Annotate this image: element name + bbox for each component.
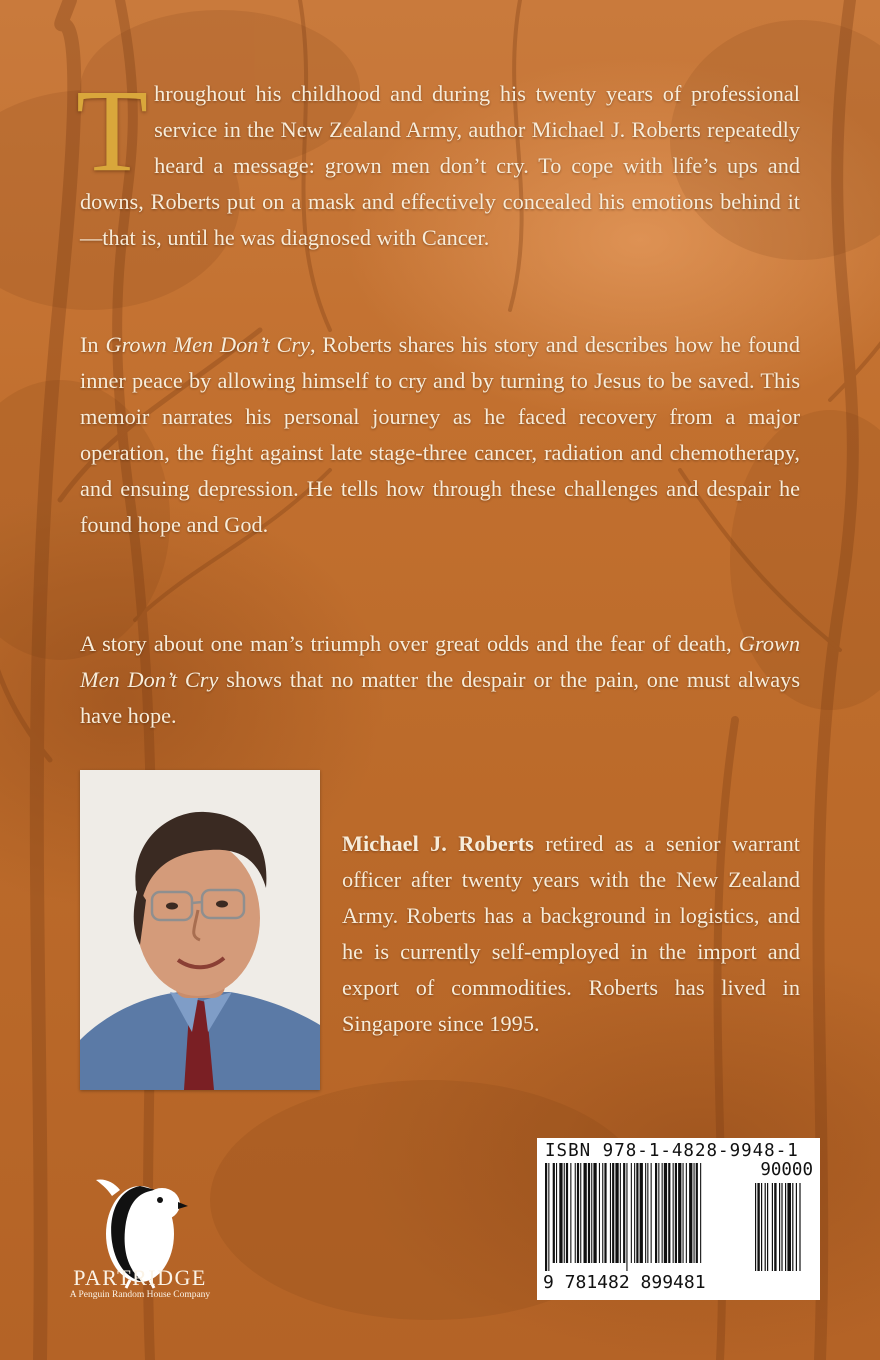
summary-text: , Roberts shares his story and describes how he found inner peace by allowing himself to cry and by turning to Jesus to be saved. This memoir narrates his personal journey as he faced recovery from a major operation, the fight against late stage-three cancer, radiation and chemotherapy, and ensuing depression. He tells how through these challenges and despair he found hope and God.: [80, 332, 800, 537]
barcode-bar: [593, 1163, 596, 1263]
barcode-bar: [599, 1163, 600, 1263]
barcode-addon-bar: [785, 1183, 786, 1271]
barcode-addon-bar: [767, 1183, 768, 1271]
barcode-bar: [620, 1163, 621, 1263]
barcode-bar: [651, 1163, 652, 1263]
barcode-addon-bar: [779, 1183, 780, 1271]
barcode-bar: [588, 1163, 590, 1263]
barcode-bar: [564, 1163, 565, 1263]
barcode-bar: [689, 1163, 692, 1263]
barcode-bar: [584, 1163, 587, 1263]
price-code: 90000: [760, 1160, 813, 1180]
barcode-bar: [545, 1163, 547, 1271]
barcode-bar: [548, 1163, 549, 1271]
barcode-bar: [577, 1163, 579, 1263]
barcode-bar: [559, 1163, 562, 1263]
drop-cap: T: [76, 65, 149, 196]
barcode-bar: [634, 1163, 635, 1263]
author-name: Michael J. Roberts: [342, 831, 534, 856]
ean-digits: 9 781482 899481: [543, 1272, 706, 1293]
publisher-name: PARTRIDGE: [73, 1265, 207, 1290]
barcode-bar: [626, 1163, 627, 1271]
closing-text: shows that no matter the despair or the pain, one must always have hope.: [80, 667, 800, 728]
barcode-addon-bar: [761, 1183, 762, 1271]
barcode-bar: [696, 1163, 698, 1263]
summary-lead: In: [80, 332, 106, 357]
barcode-addon-bar: [757, 1183, 759, 1271]
barcode-bar: [683, 1163, 684, 1263]
author-photo: [80, 770, 320, 1090]
barcode-bar: [640, 1163, 643, 1263]
barcode-bar: [615, 1163, 618, 1263]
barcode-bar: [636, 1163, 638, 1263]
barcode-bar: [673, 1163, 674, 1263]
closing-paragraph: [80, 626, 800, 734]
barcode-bar: [623, 1163, 625, 1263]
book-title-italic: Grown Men Don’t Cry: [105, 332, 310, 357]
intro-paragraph: [76, 65, 800, 256]
barcode-bar: [647, 1163, 648, 1263]
barcode-bars: [545, 1163, 813, 1271]
barcode-addon-bar: [787, 1183, 791, 1271]
barcode-addon-bar: [792, 1183, 793, 1271]
barcode-bar: [580, 1163, 581, 1263]
barcode-bar: [668, 1163, 670, 1263]
barcode-addon-bar: [799, 1183, 800, 1271]
barcode-bar: [662, 1163, 663, 1263]
barcode-bar: [591, 1163, 592, 1263]
isbn-text: ISBN 978-1-4828-9948-1: [545, 1141, 799, 1161]
barcode-addon-bar: [774, 1183, 776, 1271]
barcode-bar: [645, 1163, 646, 1263]
barcode-bar: [556, 1163, 557, 1263]
barcode-bar: [631, 1163, 632, 1263]
barcode-bar: [658, 1163, 659, 1263]
author-bio-text: retired as a senior warrant officer after twenty years with the New Zealand Army. Roberts has a background in logistics, and he is currently self-employed in the import and export of commodities. Roberts has lived in Singapore since 1995.: [342, 831, 800, 1036]
author-portrait-drawing: [80, 770, 320, 1090]
barcode-bar: [602, 1163, 603, 1263]
barcode-addon-bar: [772, 1183, 773, 1271]
barcode-bar: [678, 1163, 681, 1263]
barcode-addon-bar: [796, 1183, 797, 1271]
author-bio: [342, 826, 800, 1042]
barcode-addon-bar: [755, 1183, 756, 1271]
barcode-bar: [566, 1163, 568, 1263]
barcode-bar: [570, 1163, 571, 1263]
barcode-addon-bar: [765, 1183, 766, 1271]
barcode-bar: [610, 1163, 611, 1263]
barcode-bar: [655, 1163, 657, 1263]
barcode-bar: [675, 1163, 677, 1263]
barcode-bar: [604, 1163, 606, 1263]
barcode-bar: [575, 1163, 576, 1263]
isbn-barcode: [537, 1138, 820, 1300]
barcode-bar: [700, 1163, 701, 1263]
barcode-bar: [686, 1163, 687, 1263]
summary-paragraph: [80, 327, 800, 543]
book-title-italic: Grown Men Don’t Cry: [80, 631, 800, 692]
barcode-bar: [553, 1163, 555, 1263]
barcode-bar: [694, 1163, 695, 1263]
closing-lead: A story about one man’s triumph over great odds and the fear of death,: [80, 631, 739, 656]
barcode-bar: [612, 1163, 614, 1263]
barcode-addon-bar: [781, 1183, 782, 1271]
barcode-bar: [664, 1163, 667, 1263]
intro-text: hroughout his childhood and during his twenty years of professional service in the New Zealand Army, author Michael J. Roberts repeatedly heard a message: grown men don’t cry. To cope with life’s ups and downs, Roberts put on a mask and effectively concealed his emotions behind it—that is, until he was diagnosed with Cancer.: [80, 81, 800, 250]
publisher-tagline: A Penguin Random House Company: [69, 1290, 211, 1300]
